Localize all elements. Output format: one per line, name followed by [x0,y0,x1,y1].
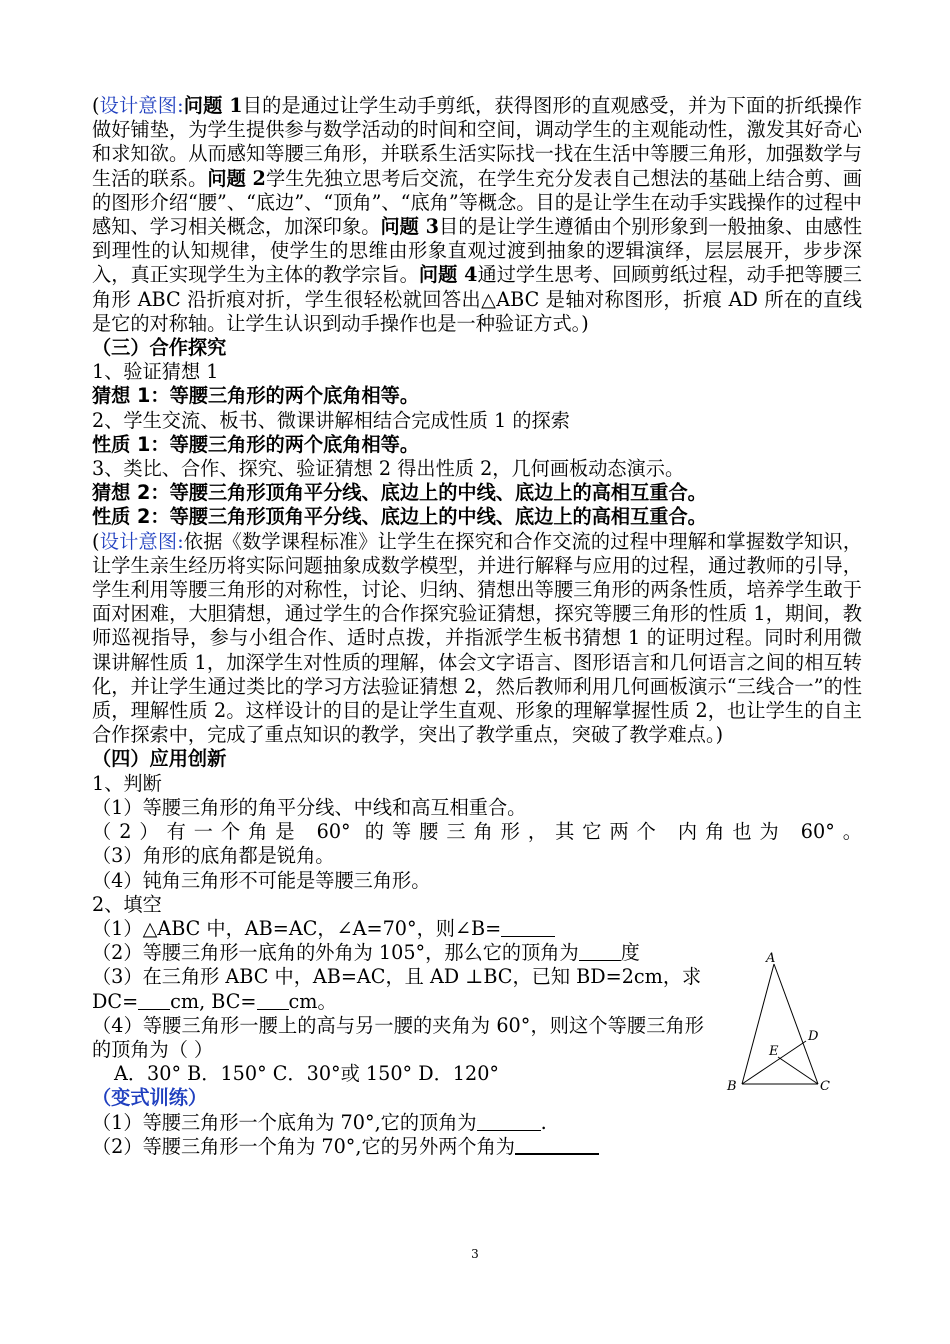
fill-item-2-text: （2）等腰三角形一底角的外角为 105°，那么它的顶角为 [92,941,579,965]
fill-item-3 [92,965,704,1013]
question-1-label: 问题 1 [183,94,243,117]
answer-blank[interactable] [477,1112,541,1131]
judge-item-4: （4）钝角三角形不可能是等腰三角形。 [92,868,431,892]
judge-item-2: （2）有一个角是 60° 的等腰三角形，其它两个 内角也为 60°。 [92,820,862,844]
question-2-text: 学生先独立思考后交流，在学生充分发表自己想法的基础上结合剪、画的图形介绍“腰”、“底边”、“顶角”、“底角”等概念。目的是让学生在动手实践操作的过程中感知、学习相关概念，加深印象。 [92,166,863,239]
property-2: 性质 2：等腰三角形顶角平分线、底边上的中线、底边上的高相互重合。 [92,505,707,529]
section-3-item-1: 1、验证猜想 1 [92,360,219,384]
section-3-title: （三）合作探究 [92,336,227,360]
fill-item-4: （4）等腰三角形一腰上的高与另一腰的夹角为 60°，则这个等腰三角形的顶角为（ ） [92,1013,704,1061]
variant-item-1-text: （1）等腰三角形一个底角为 70°,它的顶角为 [92,1110,477,1134]
variant-training-title: （变式训练） [92,1086,208,1110]
design-intent-label: 设计意图: [99,94,184,117]
question-1-text: 目的是通过让学生动手剪纸，获得图形的直观感受，并为下面的折纸操作做好铺垫，为学生提供参与数学活动的时间和空间，调动学生的主观能动性，激发其好奇心和求知欲。从而感知等腰三角形，并联系生活实际找一找在生活中等腰三角形，加强数学与生活的联系。 [92,94,863,190]
open-paren: ( [92,94,100,117]
fill-title: 2、填空 [92,892,162,916]
segment-ac [774,964,818,1084]
variant-item-2-text: （2）等腰三角形一个角为 70°,它的另外两个角为 [92,1134,515,1158]
judge-item-1: （1）等腰三角形的角平分线、中线和高互相重合。 [92,795,527,819]
answer-blank[interactable] [579,942,621,961]
design-intent-1 [92,94,862,336]
conjecture-1: 猜想 1：等腰三角形的两个底角相等。 [92,384,420,408]
judge-item-3: （3）角形的底角都是锐角。 [92,844,335,868]
variant-item-1-end: . [540,1110,547,1134]
question-4-text: 通过学生思考、回顾剪纸过程，动手把等腰三角形 ABC 沿折痕对折，学生很轻松就回答出△ABC 是轴对称图形，折痕 AD 所在的直线是它的对称轴。让学生认识到动手操作也是一种验证方式。) [92,263,862,335]
section-3-item-3: 3、类比、合作、探究、验证猜想 2 得出性质 2，几何画板动态演示。 [92,457,685,481]
question-3-label: 问题 3 [380,215,439,239]
fill-item-1-text: （1）△ABC 中，AB=AC，∠A=70°，则∠B= [92,916,502,940]
fill-item-1 [92,917,862,941]
fill-item-3-unit: cm。 [288,989,337,1013]
fill-item-3-dc: DC= [92,989,139,1013]
question-2-label: 问题 2 [207,166,266,190]
question-3-text: 目的是让学生遵循由个别形象到一般抽象、由感性到理性的认知规律，使学生的思维由形象直观过渡到抽象的逻辑演绎，层层展开，步步深入，真正实现学生为主体的教学宗旨。 [92,215,863,287]
answer-blank[interactable] [501,918,555,937]
page-number: 3 [471,1247,479,1261]
fill-item-4-options: A．30° B．150° C．30°或 150° D．120° [114,1062,500,1086]
segment-ce [778,1057,818,1084]
section-3-item-2: 2、学生交流、板书、微课讲解相结合完成性质 1 的探索 [92,408,570,432]
design-intent-label: 设计意图: [99,529,184,553]
vertex-label-a: A [766,951,776,966]
vertex-label-c: C [820,1079,830,1094]
question-4-label: 问题 4 [418,263,478,287]
fill-item-3-bc: cm, BC= [170,989,257,1013]
judge-title: 1、判断 [92,771,162,795]
answer-blank[interactable] [257,991,289,1010]
variant-item-1 [92,1111,862,1135]
design-intent-2-text: 依据《数学课程标准》让学生在探究和合作交流的过程中理解和掌握数学知识，让学生亲生经历将实际问题抽象成数学模型，并进行解释与应用的过程，通过教师的引导，学生利用等腰三角形的对称性，讨论、归纳、猜想出等腰三角形的两条性质，培养学生敢于面对困难，大胆猜想，通过学生的合作探究验证猜想，探究等腰三角形的性质 1，期间，教师巡视指导，参与小组合作、适时点拨，并指派学生板书猜想 1 的证明过程。同时利用微课讲解性质 1，加深学生对性质的理解，体会文字语言、图形语言和几何语言之间的相互转化，并让学生通过类比的学习方法验证猜想 2，然后教师利用几何画板演示“三线合一”的性质，理解性质 2。这样设计的目的是让学生直观、形象的理解掌握性质 2，也让学生的自主合作探索中，完成了重点知识的教学，突出了教学重点，突破了教学难点。) [92,529,863,747]
conjecture-2: 猜想 2：等腰三角形顶角平分线、底边上的中线、底边上的高相互重合。 [92,481,707,505]
triangle-figure [722,948,842,1098]
fill-item-3-text: （3）在三角形 ABC 中，AB=AC，且 AD ⊥BC，已知 BD=2cm，求 [92,965,702,989]
vertex-label-b: B [727,1079,737,1094]
answer-blank[interactable] [138,991,170,1010]
property-1: 性质 1：等腰三角形的两个底角相等。 [92,432,420,456]
open-paren: ( [92,529,100,553]
fill-item-2-unit: 度 [620,941,640,965]
answer-blank[interactable] [515,1135,599,1155]
design-intent-2 [92,530,862,748]
point-label-d: D [808,1029,819,1044]
point-label-e: E [769,1044,779,1059]
section-4-title: （四）应用创新 [92,747,227,771]
variant-item-2 [92,1135,862,1159]
